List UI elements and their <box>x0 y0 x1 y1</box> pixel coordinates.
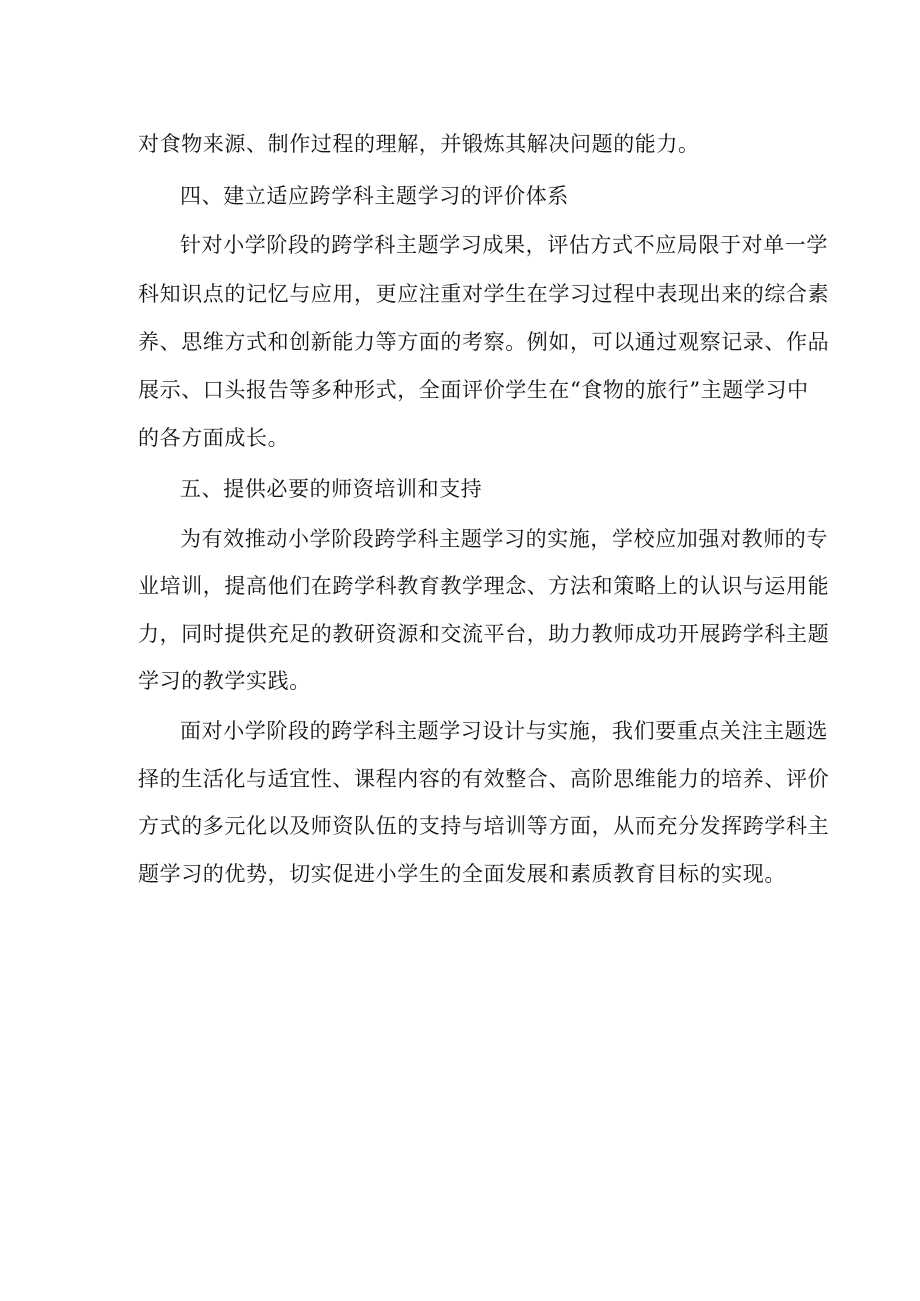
paragraph-line: 科知识点的记忆与应用，更应注重对学生在学习过程中表现出来的综合素 <box>138 282 830 306</box>
paragraph-line: 业培训，提高他们在跨学科教育教学理念、方法和策略上的认识与运用能 <box>138 574 830 598</box>
paragraph-line: 面对小学阶段的跨学科主题学习设计与实施，我们要重点关注主题选 <box>180 719 828 743</box>
paragraph-line: 的各方面成长。 <box>138 426 290 450</box>
paragraph-line: 题学习的优势，切实促进小学生的全面发展和素质教育目标的实现。 <box>138 862 786 886</box>
paragraph-line: 为有效推动小学阶段跨学科主题学习的实施，学校应加强对教师的专 <box>180 527 828 551</box>
paragraph-line: 针对小学阶段的跨学科主题学习成果，评估方式不应局限于对单一学 <box>180 233 828 257</box>
paragraph-line: 学习的教学实践。 <box>138 669 311 693</box>
paragraph-line: 养、思维方式和创新能力等方面的考察。例如，可以通过观察记录、作品 <box>138 330 830 354</box>
paragraph-line: 方式的多元化以及师资队伍的支持与培训等方面，从而充分发挥跨学科主 <box>138 814 830 838</box>
paragraph-line: 对食物来源、制作过程的理解，并锻炼其解决问题的能力。 <box>138 132 700 156</box>
paragraph-line: 力，同时提供充足的教研资源和交流平台，助力教师成功开展跨学科主题 <box>138 622 830 646</box>
paragraph-line: 择的生活化与适宜性、课程内容的有效整合、高阶思维能力的培养、评价 <box>138 767 830 791</box>
paragraph-line: 展示、口头报告等多种形式，全面评价学生在“食物的旅行”主题学习中 <box>138 378 809 402</box>
section-heading-5: 五、提供必要的师资培训和支持 <box>180 477 483 501</box>
section-heading-4: 四、建立适应跨学科主题学习的评价体系 <box>180 184 569 208</box>
